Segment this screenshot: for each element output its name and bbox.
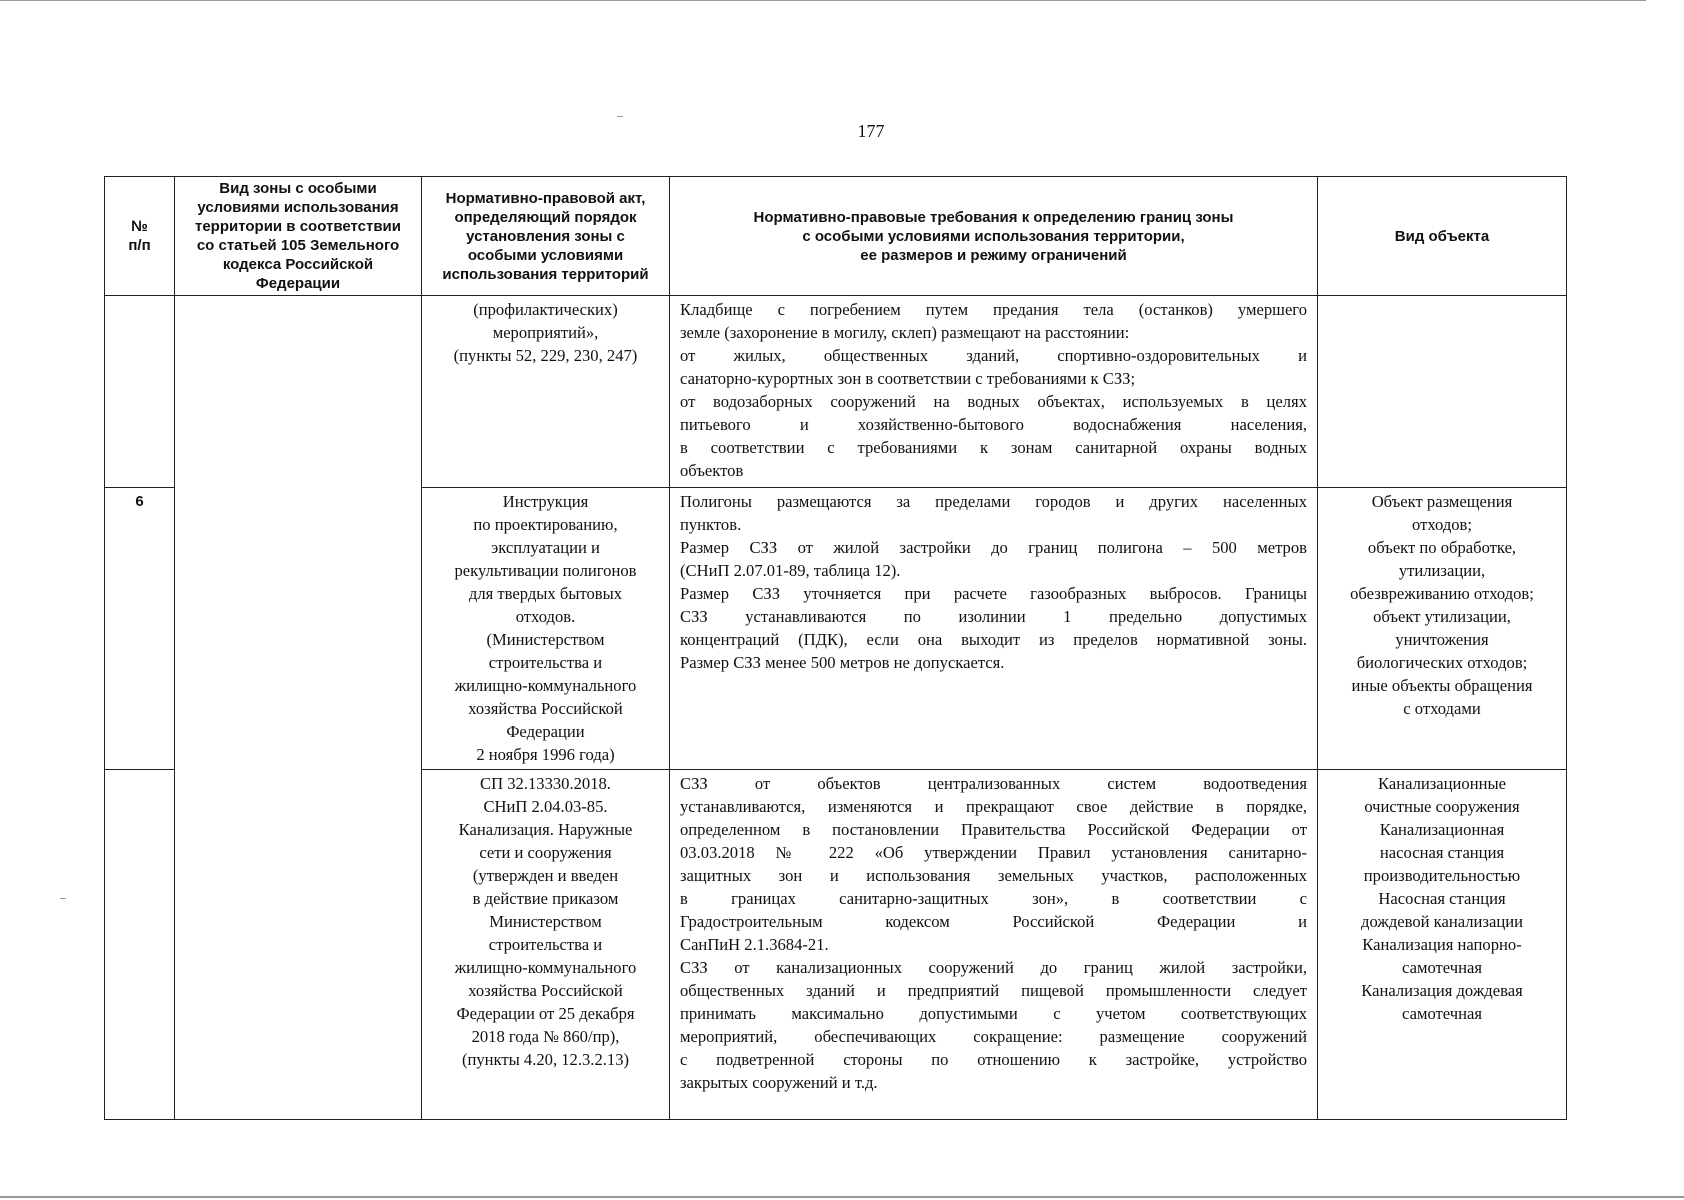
object-type-cell [1318,296,1567,488]
scan-top-edge [0,0,1646,1]
page-number: 177 [857,121,885,141]
scan-speck [60,898,66,899]
header-object-type: Вид объекта [1318,177,1567,296]
object-type-cell: Объект размещения отходов; объект по обработке, утилизации, обезвреживанию отходов; объект утилизации, уничтожения биологических отходов; иные объекты обращения с отходами [1318,488,1567,770]
act-cell: Инструкция по проектированию, эксплуатации и рекультивации полигонов для твердых бытовых отходов. (Министерством строительства и жилищно-коммунального хозяйства Российской Федерации 2 ноября 1996 года) [422,488,670,770]
table-header-row [105,177,1567,296]
header-requirements: Нормативно-правовые требования к определению границ зоны с особыми условиями использования территории, ее размеров и режиму ограничений [670,177,1318,296]
row-number [105,770,175,1120]
row-number [105,296,175,488]
header-act: Нормативно-правовой акт, определяющий порядок установления зоны с особыми условиями использования территорий [422,177,670,296]
act-cell: (профилактических) мероприятий», (пункты 52, 229, 230, 247) [422,296,670,488]
header-zone-type: Вид зоны с особыми условиями использования территории в соответствии со статьей 105 Земельного кодекса Российской Федерации [175,177,422,296]
scan-speck [617,116,623,117]
act-cell: СП 32.13330.2018. СНиП 2.04.03-85. Канализация. Наружные сети и сооружения (утвержден и введен в действие приказом Министерством строительства и жилищно-коммунального хозяйства Российской Федерации от 25 декабря 2018 года № 860/пр), (пункты 4.20, 12.3.2.13) [422,770,670,1120]
table-row [105,296,1567,488]
requirements-cell: СЗЗ от объектов централизованных систем водоотведения устанавливаются, изменяются и прекращают свое действие в порядке, определенном в постановлении Правительства Российской Федерации от 03.03.2018 № 222 «Об утверждении Правил установления санитарно- защитных зон и использования земельных участков, расположенных в границах санитарно-защитных зон», в соответствии с Градостроительным кодексом Российской Федерации и СанПиН 2.1.3684-21. СЗЗ от канализационных сооружений до границ жилой застройки, общественных зданий и предприятий пищевой промышленности следует принимать максимально допустимыми с учетом соответствующих мероприятий, обеспечивающих сокращение: размещение сооружений с подветренной стороны по отношению к застройке, устройство закрытых сооружений и т.д. [670,770,1318,1120]
scan-bottom-edge [0,1196,1684,1198]
requirements-cell: Кладбище с погребением путем предания тела (останков) умершего земле (захоронение в могилу, склеп) размещают на расстоянии: от жилых, общественных зданий, спортивно-оздоровительных и санаторно-курортных зон в соответствии с требованиями к СЗЗ; от водозаборных сооружений на водных объектах, используемых в целях питьевого и хозяйственно-бытового водоснабжения населения, в соответствии с требованиями к зонам санитарной охраны водных объектов [670,296,1318,488]
object-type-cell: Канализационные очистные сооружения Канализационная насосная станция производительностью Насосная станция дождевой канализации Канализация напорно- самотечная Канализация дождевая самотечная [1318,770,1567,1120]
row-number: 6 [105,488,175,770]
zone-type-cell [175,296,422,1120]
requirements-cell: Полигоны размещаются за пределами городов и других населенных пунктов. Размер СЗЗ от жилой застройки до границ полигона – 500 метров (СНиП 2.07.01-89, таблица 12). Размер СЗЗ уточняется при расчете газообразных выбросов. Границы СЗЗ устанавливаются по изолинии 1 предельно допустимых концентраций (ПДК), если она выходит из пределов нормативной зоны. Размер СЗЗ менее 500 метров не допускается. [670,488,1318,770]
zone-requirements-table [104,176,1567,1120]
header-num: № п/п [105,177,175,296]
